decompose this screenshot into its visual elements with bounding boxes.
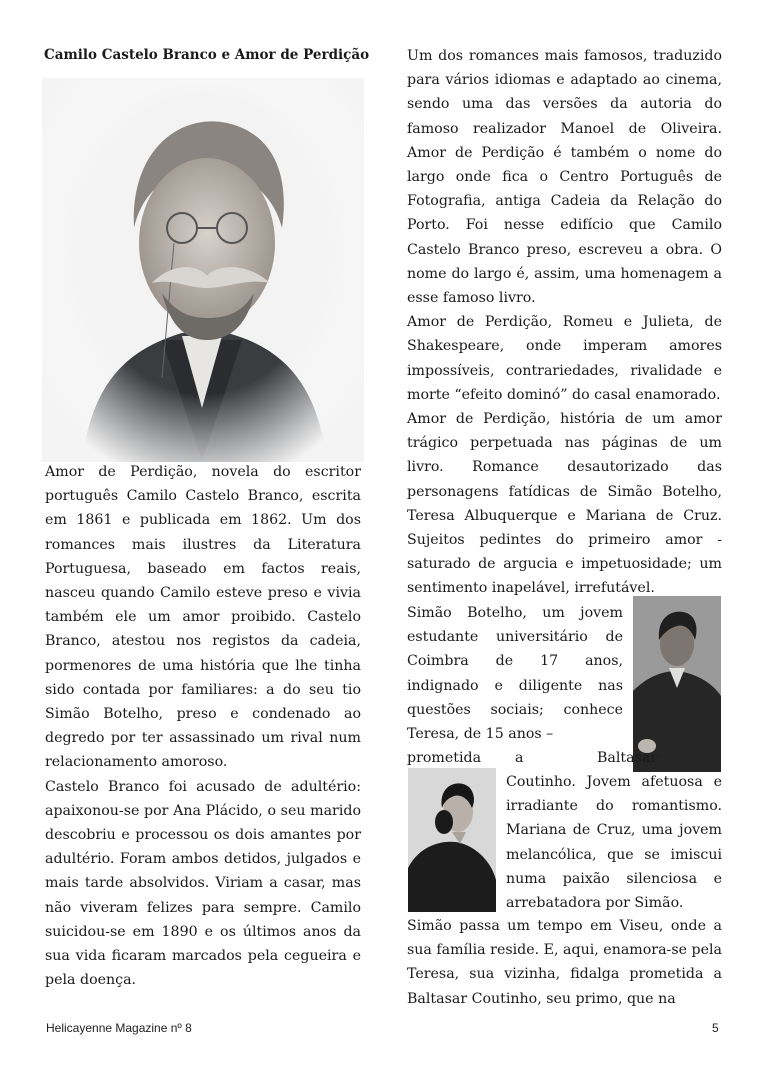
paragraph: Um dos romances mais famosos, traduzido para vários idiomas e adaptado ao cinema, sendo uma das versões da autoria do famoso realizador Manoel de Oliveira. Amor de Perdição é também o nome do largo onde fica o Centro Português de Fotografia, antiga Cadeia da Relação do Porto. Foi nesse edifício que Camilo Castelo Branco preso, escreveu a obra. O nome do largo é, assim, uma homenagem a esse famoso livro.	[407, 48, 722, 307]
paragraph: Castelo Branco foi acusado de adultério: apaixonou-se por Ana Plácido, o seu marido descobriu e processou os dois amantes por adultério. Foram ambos detidos, julgados e mais tarde absolvidos. Viriam a casar, mas não viveram felizes para sempre. Camilo suicidou-se em 1890 e os últimos anos da sua vida ficaram marcados pela cegueira e pela doença.	[45, 778, 361, 989]
right-column-mid-text	[407, 407, 722, 601]
paragraph: Amor de Perdição, novela do escritor português Camilo Castelo Branco, escrita em 1861 e publicada em 1862. Um dos romances mais ilustres da Literatura Portuguesa, baseado em factos reais, nasceu quando Camilo esteve preso e vivia também ele um amor proibido. Castelo Branco, atestou nos registos da cadeia, pormenores de uma história que lhe tinha sido contada por familiares: a do seu tio Simão Botelho, preso e condenado ao degredo por ter assassinado um rival num relacionamento amoroso.	[45, 464, 361, 771]
paragraph: Simão Botelho, um jovem estudante universitário de Coimbra de 17 anos, indignado e diligente nas questões sociais; conhece Teresa, de 15 anos –	[407, 605, 623, 743]
word: a	[515, 750, 524, 766]
footer-page-number: 5	[712, 1021, 719, 1035]
photo-teresa-albuquerque	[408, 768, 496, 912]
portrait-camilo-photo	[42, 78, 364, 462]
word: Baltasar	[597, 750, 658, 766]
paragraph: Coutinho. Jovem afetuosa e irradiante do romantismo. Mariana de Cruz, uma jovem melancólica, que se imiscui numa paixão silenciosa e arrebatadora por Simão.	[506, 774, 722, 912]
paragraph: Amor de Perdição, história de um amor trágico perpetuada nas páginas de um livro. Romance desautorizado das personagens fatídicas de Simão Botelho, Teresa Albuquerque e Mariana de Cruz. Sujeitos pedintes do primeiro amor - saturado de argucia e impetuosidade; um sentimento inapelável, irrefutável.	[407, 411, 722, 597]
paragraph: Amor de Perdição, Romeu e Julieta, de Shakespeare, onde imperam amores impossíveis, contrariedades, rivalidade e morte “efeito dominó” do casal enamorado.	[407, 314, 722, 403]
left-column-text	[45, 460, 361, 992]
paragraph: Simão passa um tempo em Viseu, onde a sua família reside. E, aqui, enamora-se pela Teresa, sua vizinha, fidalga prometida a Baltasar Coutinho, seu primo, que na	[407, 918, 722, 1007]
word: prometida	[407, 750, 482, 766]
footer-magazine-name: Helicayenne Magazine nº 8	[46, 1021, 192, 1035]
right-column-bottom-text	[407, 914, 722, 1011]
right-column-top-text	[407, 44, 722, 407]
article-title: Camilo Castelo Branco e Amor de Perdição	[44, 47, 370, 63]
right-column-simao-text	[407, 601, 623, 746]
right-column-teresa-text	[506, 770, 722, 915]
